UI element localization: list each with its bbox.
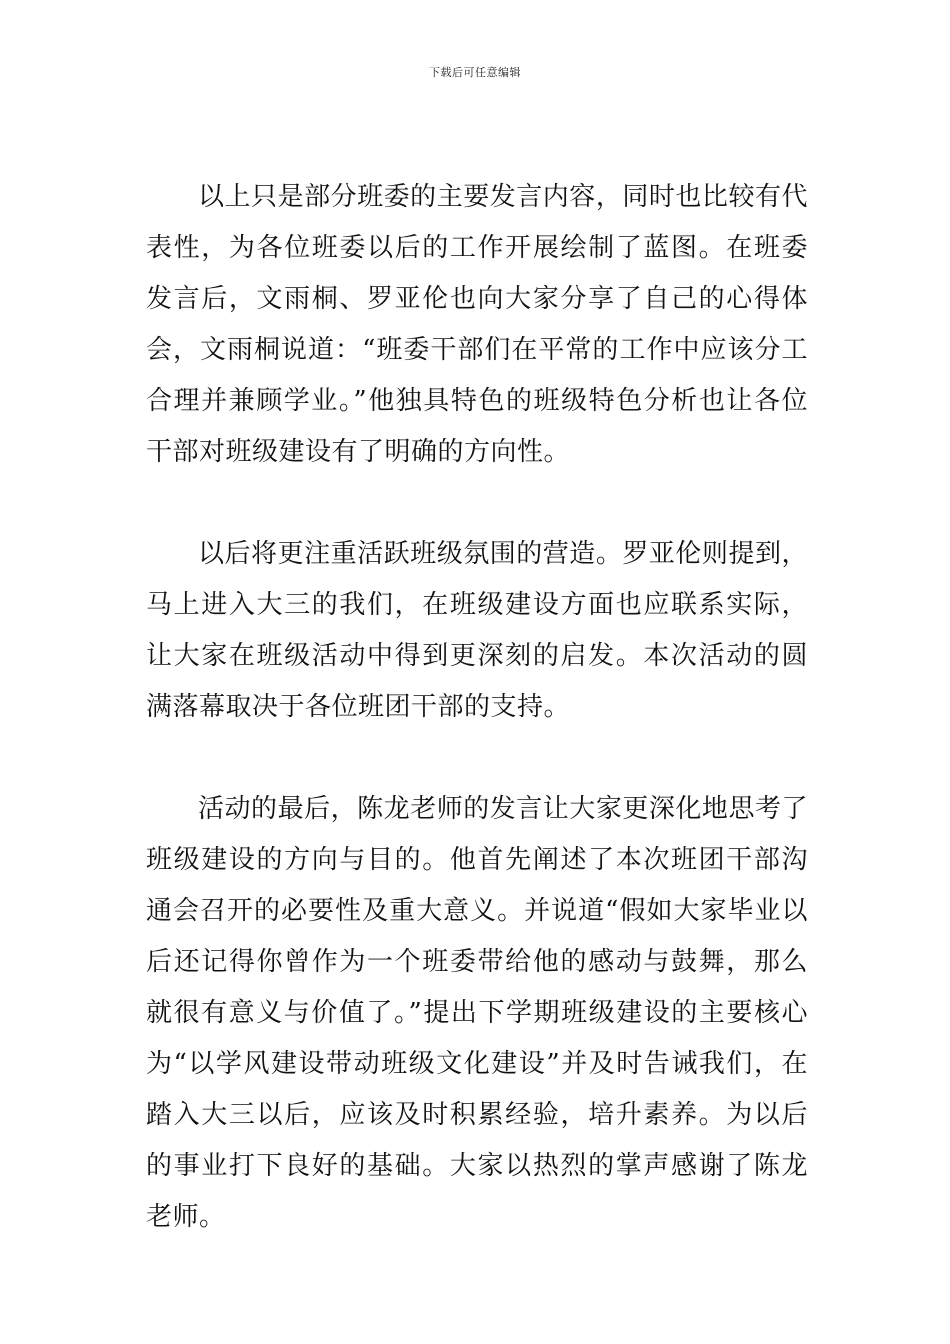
paragraph-1: 以上只是部分班委的主要发言内容，同时也比较有代表性，为各位班委以后的工作开展绘制了蓝图。在班委发言后，文雨桐、罗亚伦也向大家分享了自己的心得体会，文雨桐说道：“班委干部们在平常的工作中应该分工合理并兼顾学业。”他独具特色的班级特色分析也让各位干部对班级建设有了明确的方向性。 bbox=[146, 182, 808, 467]
page-header: 下载后可任意编辑 bbox=[429, 66, 521, 79]
paragraph-2: 以后将更注重活跃班级氛围的营造。罗亚伦则提到，马上进入大三的我们，在班级建设方面也应联系实际，让大家在班级活动中得到更深刻的启发。本次活动的圆满落幕取决于各位班团干部的支持。 bbox=[146, 539, 808, 722]
document-body bbox=[146, 172, 808, 1243]
paragraph-3: 活动的最后，陈龙老师的发言让大家更深化地思考了班级建设的方向与目的。他首先阐述了本次班团干部沟通会召开的必要性及重大意义。并说道“假如大家毕业以后还记得你曾作为一个班委带给他的感动与鼓舞，那么就很有意义与价值了。”提出下学期班级建设的主要核心为“以学风建设带动班级文化建设”并及时告诫我们，在踏入大三以后，应该及时积累经验，培升素养。为以后的事业打下良好的基础。大家以热烈的掌声感谢了陈龙老师。 bbox=[146, 794, 808, 1232]
